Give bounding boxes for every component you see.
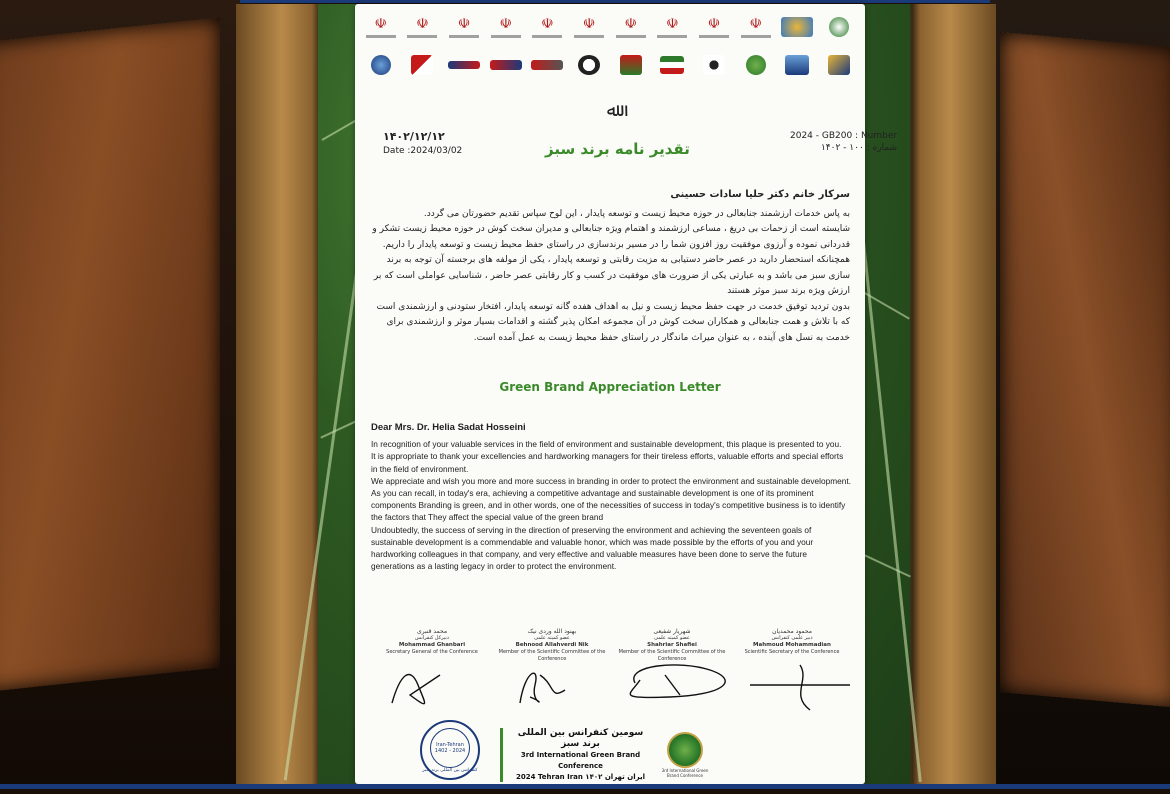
signature-2 bbox=[520, 673, 565, 703]
organization-logo bbox=[404, 55, 440, 75]
english-paragraph: Undoubtedly, the success of serving in the direction of preserving the environment and achieving the seventeen goals of sustainable development is a commendable and valuable honor, which was made possible by the efforts of you and your hardworking colleagues in that company, and very effective and valuable measures have been done to serve the future generations as a lasting legacy in order to protect the environment. bbox=[371, 524, 814, 572]
signatory-role-fa: عضو کمیته علمی bbox=[534, 635, 570, 641]
iran-emblem-logo: ☫ bbox=[738, 16, 774, 38]
calligraphy-bismillah: ﷲ bbox=[606, 100, 618, 121]
iran-emblem-logo: ☫ bbox=[404, 16, 440, 38]
organization-logo bbox=[613, 55, 649, 75]
title-english: Green Brand Appreciation Letter bbox=[499, 380, 721, 394]
organization-logo bbox=[529, 60, 565, 70]
signatory-name-en: Mahmoud Mohammadian bbox=[753, 642, 831, 648]
english-greeting: Dear Mrs. Dr. Helia Sadat Hosseini bbox=[371, 422, 526, 433]
signatory-name-en: Behnood Allahverdi Nik bbox=[515, 642, 589, 648]
persian-paragraph: همچنانکه استحضار دارید در عصر حاضر دستیابی به مزیت رقابتی و توسعه پایدار ، یکی از مولفه های برجسته آن توجه به برند سازی سبز می باشد و به عبارتی یکی از ضرورت های موفقیت در کسب و کار رقابتی عصر حاضر ، شناسایی عواملی است که بر ارزش ویژه برند سبز موثر هستند bbox=[373, 255, 850, 296]
number-label: 2024 - GB200 : Number bbox=[790, 131, 898, 141]
signature-1 bbox=[392, 675, 440, 704]
date-block bbox=[383, 130, 462, 158]
title-persian: تقدیر نامه برند سبز bbox=[545, 140, 690, 158]
signature-3 bbox=[630, 665, 725, 698]
signatory-role-fa: عضو کمیته علمی bbox=[654, 635, 690, 641]
signatory-role-fa: دبیر علمی کنفرانس bbox=[771, 635, 813, 641]
iran-emblem-logo: ☫ bbox=[446, 16, 482, 38]
organization-logo bbox=[821, 55, 857, 75]
organization-logo bbox=[363, 55, 399, 75]
wooden-slat-right bbox=[1000, 32, 1170, 708]
organization-logo bbox=[779, 55, 815, 75]
conference-seal bbox=[420, 720, 480, 780]
signatory-name-en: Shahriar Shafiei bbox=[647, 642, 697, 648]
leaf-vein bbox=[860, 552, 911, 577]
organization-logo bbox=[821, 17, 857, 37]
wooden-slat-left bbox=[0, 17, 220, 692]
date-fa: ۱۴۰۲/۱۲/۱۲ bbox=[383, 130, 445, 143]
date-en: Date :2024/03/02 bbox=[383, 146, 463, 156]
signature-4 bbox=[750, 665, 850, 710]
persian-paragraph: بدون تردید توفیق خدمت در جهت حفظ محیط زیست و نیل به اهداف هفده گانه توسعه پایدار، افتخار ستودنی و ارزشمندی است که با تلاش و همت جنابعالی و همکاران سخت کوش در آن مجموعه امکان پذیر گشته و اقدامات بسیار موثر و ارزشمندی برای خدمت به نسل های آینده ، به عنوان میراث ماندگار در راستای حفظ محیط زیست به عمل آمده است. bbox=[376, 301, 850, 343]
signatory-name-en: Mohammad Ghanbari bbox=[398, 642, 466, 648]
signatory-name-fa: بهنود الله وردی نیک bbox=[527, 628, 577, 635]
iran-emblem-logo: ☫ bbox=[654, 16, 690, 38]
iran-emblem-logo: ☫ bbox=[488, 16, 524, 38]
organization-logo bbox=[488, 60, 524, 70]
iran-emblem-logo: ☫ bbox=[363, 16, 399, 38]
signatory-name-fa: شهریار شفیعی bbox=[653, 628, 691, 635]
english-paragraph: It is appropriate to thank your excellencies and hardworking managers for their tireless efforts, valuable efforts and special efforts in the field of environment. bbox=[371, 451, 844, 474]
conference-name-en: 3rd International Green Brand Conference bbox=[520, 751, 641, 770]
signatures-handwritten bbox=[380, 655, 860, 715]
persian-paragraph: شایسته است از زحمات بی دریغ ، مساعی ارزشمند و اهتمام ویژه جنابعالی و مدیران سخت کوش در حوزه محیط زیست تشکر و قدردانی نموده و آرزوی موفقیت روز افزون شما را در مسیر برندسازی در راستای حفظ محیط زیست و توسعه پایدار را داریم. bbox=[372, 224, 850, 250]
globe-icon bbox=[667, 732, 703, 768]
english-paragraph: We appreciate and wish you more and more success in branding in order to protect the environment and sustainable development. bbox=[371, 475, 851, 486]
iran-emblem-logo: ☫ bbox=[571, 16, 607, 38]
number-block bbox=[790, 130, 897, 154]
signatory-name-fa: محمود محمدیان bbox=[772, 628, 812, 635]
sponsor-logos bbox=[360, 8, 860, 84]
signatory-role-en: Member of the Scientific Committee of the Conference bbox=[498, 649, 606, 662]
conference-place: 2024 Tehran Iran ایران تهران ۱۴۰۲ bbox=[516, 773, 645, 781]
signatory-role-fa: دبیرکل کنفرانس bbox=[415, 635, 449, 641]
organization-logo bbox=[446, 61, 482, 69]
organization-logo bbox=[738, 55, 774, 75]
seal-inner bbox=[430, 728, 470, 768]
iran-emblem-logo: ☫ bbox=[529, 16, 565, 38]
conference-logo-caption: 3rd International Green Brand Conference bbox=[661, 768, 709, 778]
english-paragraph: In recognition of your valuable services in the field of environment and sustainable development, this plaque is presented to you. bbox=[371, 439, 842, 450]
seal-ring-text: کنفرانس بین المللی برند سبز bbox=[422, 767, 478, 773]
logo-row-bottom bbox=[360, 46, 860, 84]
signatory-role-en: Scientific Secretary of the Conference bbox=[744, 649, 840, 655]
english-body bbox=[371, 422, 851, 572]
organization-logo bbox=[696, 55, 732, 75]
english-paragraph: As you can recall, in today's era, achieving a competitive advantage and sustainable development is one of its prominent components Branding is green, and in other words, one of the necessities of success in today's competitive business is to identify the factors that They affect the special value of the green brand bbox=[371, 488, 846, 523]
signatory-role-en: Member of the Scientific Committee of the Conference bbox=[618, 649, 726, 662]
persian-paragraph: به پاس خدمات ارزشمند جنابعالی در حوزه محیط زیست و توسعه پایدار ، این لوح سپاس تقدیم حضورتان می گردد. bbox=[423, 208, 850, 219]
olympic-logo bbox=[654, 56, 690, 74]
iran-emblem-logo: ☫ bbox=[613, 16, 649, 38]
organization-logo bbox=[779, 17, 815, 37]
iran-emblem-logo: ☫ bbox=[696, 16, 732, 38]
seal-years: 1402 - 2024 bbox=[434, 747, 466, 754]
conference-info bbox=[500, 728, 650, 782]
bottom-border bbox=[0, 784, 1170, 789]
signatory-role-en: Secretary General of the Conference bbox=[386, 649, 478, 655]
persian-greeting: سرکار خانم دکتر حلیا سادات حسینی bbox=[670, 189, 850, 200]
number-fa: شماره : ۱۰۰ - ۱۴۰۲ bbox=[820, 143, 898, 153]
organization-logo bbox=[571, 55, 607, 75]
seal-top: Iran-Tehran bbox=[436, 741, 464, 748]
logo-row-top bbox=[360, 8, 860, 46]
persian-body bbox=[372, 187, 850, 346]
conference-name-fa: سومین کنفرانس بین المللی برند سبز bbox=[517, 728, 644, 749]
signatory-name-fa: محمد قنبری bbox=[416, 628, 448, 635]
conference-logo bbox=[655, 728, 715, 782]
